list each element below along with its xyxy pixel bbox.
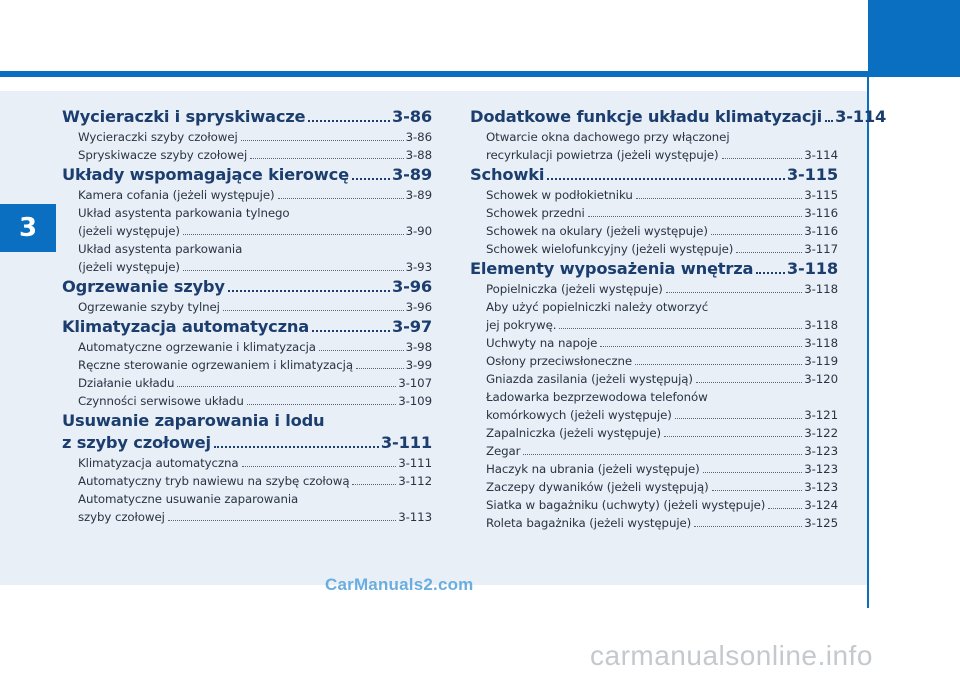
dot-leader xyxy=(241,140,404,141)
entry-text: Osłony przeciwsłoneczne xyxy=(486,354,632,368)
page-number: 3-111 xyxy=(398,456,432,470)
section-heading-text: Ogrzewanie szyby xyxy=(62,277,225,296)
toc-section-heading[interactable] xyxy=(62,164,432,186)
page-number: 3-88 xyxy=(405,148,432,162)
page-number: 3-99 xyxy=(405,358,432,372)
entry-text: Ogrzewanie szyby tylnej xyxy=(78,300,220,314)
entry-text: Zaczepy dywaników (jeżeli występują) xyxy=(486,480,709,494)
page-number: 3-123 xyxy=(804,480,838,494)
page-number: 3-96 xyxy=(405,300,432,314)
page-number: 3-113 xyxy=(398,510,432,524)
entry-text: Uchwyty na napoje xyxy=(486,336,598,350)
dot-leader xyxy=(636,198,803,199)
dot-leader xyxy=(600,346,802,347)
toc-entry[interactable] xyxy=(62,392,432,410)
entry-text: Spryskiwacze szyby czołowej xyxy=(78,148,248,162)
toc-entry[interactable] xyxy=(62,338,432,356)
toc-entry[interactable] xyxy=(62,146,432,164)
toc-entry[interactable] xyxy=(470,478,838,496)
dot-leader xyxy=(523,454,802,455)
dot-leader xyxy=(278,198,404,199)
section-heading-text: Układy wspomagające kierowcę xyxy=(62,165,349,184)
page-number: 3-98 xyxy=(405,340,432,354)
dot-leader xyxy=(250,158,404,159)
toc-entry[interactable] xyxy=(470,352,838,370)
section-heading-text: z szyby czołowej xyxy=(62,433,211,452)
toc-line xyxy=(78,258,432,276)
toc-section-heading[interactable] xyxy=(470,106,887,128)
toc-line xyxy=(486,406,838,424)
entry-text-line: Otwarcie okna dachowego przy włączonej xyxy=(486,130,730,144)
chapter-tab xyxy=(868,0,960,71)
entry-text: Automatyczne ogrzewanie i klimatyzacja xyxy=(78,340,316,354)
section-heading-text: Schowki xyxy=(470,165,545,184)
dot-leader xyxy=(308,120,390,122)
section-heading-text: Klimatyzacja automatyczna xyxy=(62,317,310,336)
toc-entry[interactable] xyxy=(470,388,838,424)
toc-entry[interactable] xyxy=(62,374,432,392)
dot-leader xyxy=(675,418,802,419)
dot-leader xyxy=(635,364,802,365)
entry-text: Zapalniczka (jeżeli występuje) xyxy=(486,426,661,440)
page-number: 3-124 xyxy=(804,498,838,512)
dot-leader xyxy=(319,350,404,351)
toc-entry[interactable] xyxy=(470,280,838,298)
section-heading-line: Usuwanie zaparowania i lodu xyxy=(62,411,325,430)
page-number: 3-107 xyxy=(398,376,432,390)
toc-line xyxy=(486,146,838,164)
entry-text: Wycieraczki szyby czołowej xyxy=(78,130,238,144)
page-number: 3-122 xyxy=(804,426,838,440)
page-number: 3-112 xyxy=(398,474,432,488)
toc-entry[interactable] xyxy=(62,472,432,490)
toc-entry[interactable] xyxy=(470,222,838,240)
dot-leader xyxy=(756,272,785,274)
toc-line xyxy=(78,222,432,240)
page-number: 3-119 xyxy=(804,354,838,368)
footer-watermark: carmanualsonline.info xyxy=(590,640,873,671)
entry-text: Siatka w bagażniku (uchwyty) (jeżeli występuje) xyxy=(486,498,766,512)
page-number: 3-125 xyxy=(804,516,838,530)
toc-section-heading[interactable] xyxy=(470,258,838,280)
entry-text: Automatyczny tryb nawiewu na szybę czołową xyxy=(78,474,350,488)
entry-text: Popielniczka (jeżeli występuje) xyxy=(486,282,663,296)
entry-text: komórkowych (jeżeli występuje) xyxy=(486,408,672,422)
dot-leader xyxy=(736,252,802,253)
toc-section-heading[interactable] xyxy=(62,316,432,338)
page-number: 3-120 xyxy=(804,372,838,386)
top-rule xyxy=(0,71,960,77)
toc-entry[interactable] xyxy=(470,424,838,442)
entry-text: jej pokrywę. xyxy=(486,318,557,332)
dot-leader xyxy=(177,386,396,387)
section-heading-text: Dodatkowe funkcje układu klimatyzacji xyxy=(470,107,823,126)
dot-leader xyxy=(696,382,802,383)
toc-section-heading[interactable] xyxy=(470,164,838,186)
toc-entry[interactable] xyxy=(62,490,432,526)
dot-leader xyxy=(247,404,397,405)
entry-text: Działanie układu xyxy=(78,376,175,390)
toc-entry[interactable] xyxy=(470,460,838,478)
toc-section-heading[interactable] xyxy=(62,410,432,454)
dot-leader xyxy=(722,158,803,159)
dot-leader xyxy=(694,526,802,527)
toc-entry[interactable] xyxy=(470,370,838,388)
entry-text-line: Ładowarka bezprzewodowa telefonów xyxy=(486,390,708,404)
chapter-number: 3 xyxy=(0,204,56,252)
dot-leader xyxy=(356,368,404,369)
dot-leader xyxy=(214,446,379,448)
entry-text: recyrkulacji powietrza (jeżeli występuje) xyxy=(486,148,719,162)
section-heading-text: Wycieraczki i spryskiwacze xyxy=(62,107,306,126)
dot-leader xyxy=(666,292,802,293)
entry-text-line: Układ asystenta parkowania xyxy=(78,242,243,256)
entry-text: Schowek wielofunkcyjny (jeżeli występuje) xyxy=(486,242,734,256)
toc-right-column xyxy=(470,106,887,532)
dot-leader xyxy=(711,234,802,235)
toc-entry[interactable] xyxy=(470,514,838,532)
entry-text: Zegar xyxy=(486,444,521,458)
entry-text: Kamera cofania (jeżeli występuje) xyxy=(78,188,275,202)
toc-entry[interactable] xyxy=(470,298,838,334)
toc-entry[interactable] xyxy=(470,442,838,460)
toc-section-heading[interactable] xyxy=(62,106,432,128)
toc-line xyxy=(78,508,432,526)
entry-text: szyby czołowej xyxy=(78,510,165,524)
page-number: 3-116 xyxy=(804,224,838,238)
toc-entry[interactable] xyxy=(62,128,432,146)
page-number: 3-111 xyxy=(380,433,432,452)
page-number: 3-118 xyxy=(804,282,838,296)
dot-leader xyxy=(168,520,396,521)
page-number: 3-90 xyxy=(405,224,432,238)
side-rule xyxy=(867,77,869,608)
entry-text: (jeżeli występuje) xyxy=(78,224,180,238)
toc-entry[interactable] xyxy=(470,186,838,204)
toc-left-column xyxy=(62,106,432,526)
dot-leader xyxy=(312,330,390,332)
toc-entry[interactable] xyxy=(62,298,432,316)
entry-text: Haczyk na ubrania (jeżeli występuje) xyxy=(486,462,700,476)
dot-leader xyxy=(242,466,397,467)
page-number: 3-114 xyxy=(804,148,838,162)
dot-leader xyxy=(183,234,404,235)
page-number: 3-118 xyxy=(804,318,838,332)
dot-leader xyxy=(547,178,785,180)
dot-leader xyxy=(588,216,803,217)
toc-entry[interactable] xyxy=(470,204,838,222)
toc-line xyxy=(486,316,838,334)
toc-entry[interactable] xyxy=(62,454,432,472)
entry-text: (jeżeli występuje) xyxy=(78,260,180,274)
section-heading-text: Elementy wyposażenia wnętrza xyxy=(470,259,754,278)
entry-text: Gniazda zasilania (jeżeli występują) xyxy=(486,372,693,386)
watermark[interactable]: CarManuals2.com xyxy=(325,575,474,594)
page-number: 3-89 xyxy=(392,165,432,184)
dot-leader xyxy=(712,490,803,491)
toc-entry[interactable] xyxy=(470,128,838,164)
toc-entry[interactable] xyxy=(470,334,838,352)
page-number: 3-96 xyxy=(392,277,432,296)
toc-section-heading[interactable] xyxy=(62,276,432,298)
dot-leader xyxy=(559,328,802,329)
dot-leader xyxy=(703,472,803,473)
toc-entry[interactable] xyxy=(62,356,432,374)
entry-text: Ręczne sterowanie ogrzewaniem i klimatyzacją xyxy=(78,358,353,372)
page-number: 3-86 xyxy=(405,130,432,144)
entry-text: Schowek na okulary (jeżeli występuje) xyxy=(486,224,708,238)
entry-text: Roleta bagażnika (jeżeli występuje) xyxy=(486,516,692,530)
entry-text: Klimatyzacja automatyczna xyxy=(78,456,239,470)
entry-text-line: Układ asystenta parkowania tylnego xyxy=(78,206,290,220)
page-number: 3-109 xyxy=(398,394,432,408)
page-number: 3-115 xyxy=(804,188,838,202)
entry-text-line: Aby użyć popielniczki należy otworzyć xyxy=(486,300,709,314)
dot-leader xyxy=(183,270,404,271)
page-number: 3-116 xyxy=(804,206,838,220)
page-number: 3-123 xyxy=(804,462,838,476)
entry-text: Czynności serwisowe układu xyxy=(78,394,244,408)
toc-line xyxy=(62,432,432,454)
page-number: 3-115 xyxy=(786,165,838,184)
entry-text: Schowek w podłokietniku xyxy=(486,188,633,202)
page-number: 3-121 xyxy=(804,408,838,422)
toc-entry[interactable] xyxy=(62,240,432,276)
dot-leader xyxy=(223,310,404,311)
toc-entry[interactable] xyxy=(62,186,432,204)
page-number: 3-86 xyxy=(392,107,432,126)
toc-entry[interactable] xyxy=(470,240,838,258)
page-number: 3-118 xyxy=(804,336,838,350)
page-number: 3-118 xyxy=(786,259,838,278)
page-number: 3-114 xyxy=(835,107,887,126)
dot-leader xyxy=(352,484,396,485)
page-number: 3-97 xyxy=(392,317,432,336)
page-number: 3-93 xyxy=(405,260,432,274)
dot-leader xyxy=(228,290,390,292)
toc-entry[interactable] xyxy=(470,496,838,514)
toc-entry[interactable] xyxy=(62,204,432,240)
page-number: 3-117 xyxy=(804,242,838,256)
entry-text: Schowek przedni xyxy=(486,206,585,220)
page-number: 3-89 xyxy=(405,188,432,202)
dot-leader xyxy=(664,436,802,437)
dot-leader xyxy=(825,120,833,122)
dot-leader xyxy=(768,508,802,509)
entry-text-line: Automatyczne usuwanie zaparowania xyxy=(78,492,299,506)
dot-leader xyxy=(352,178,390,180)
page-number: 3-123 xyxy=(804,444,838,458)
